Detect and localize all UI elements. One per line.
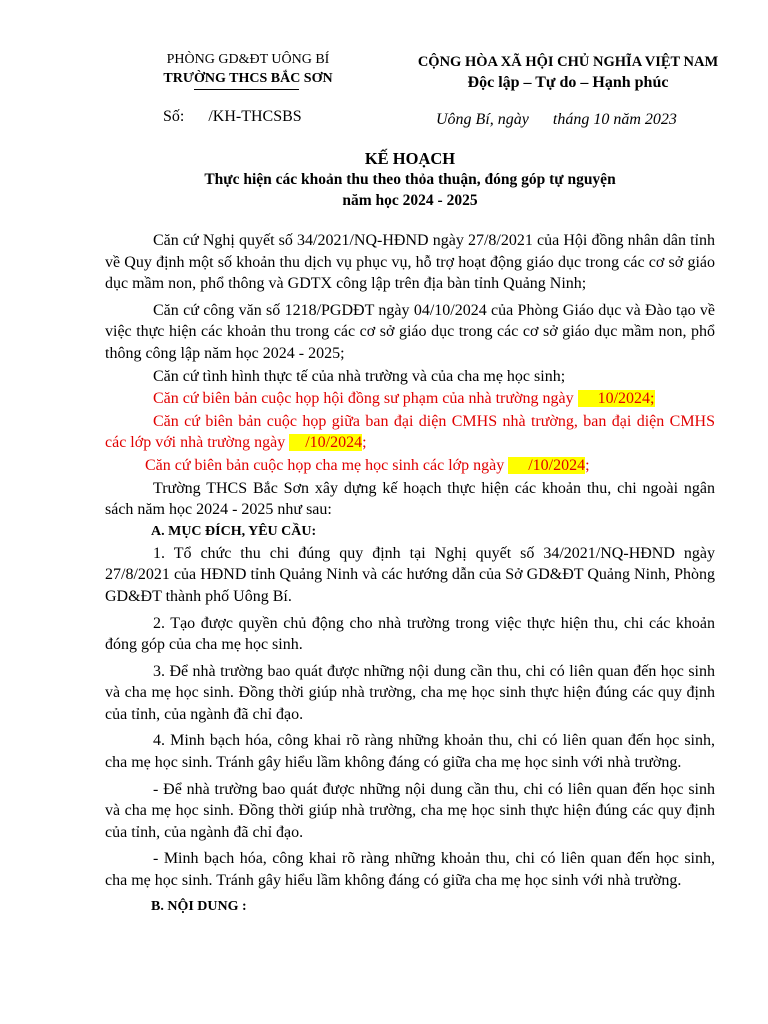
section-a-item: - Minh bạch hóa, công khai rõ ràng những khoản thu, chi có liên quan đến học sinh, cha mẹ học sinh. Tránh gây hiểu lầm không đáng có giữa cha mẹ học sinh với nhà trường. xyxy=(105,850,715,890)
basis-text: Căn cứ biên bản cuộc họp cha mẹ học sinh các lớp ngày xyxy=(145,456,509,474)
section-a-item: 2. Tạo được quyền chủ động cho nhà trường trong việc thực hiện thu, chi các khoản đóng góp của cha mẹ học sinh. xyxy=(105,614,715,654)
place-date: Uông Bí, ngày tháng 10 năm 2023 xyxy=(436,111,677,128)
basis-paragraph-official-letter: Căn cứ công văn số 1218/PGDĐT ngày 04/10/2024 của Phòng Giáo dục và Đào tạo về việc thực hiện các khoản thu trong các cơ sở giáo dục trong các cơ sở giáo dục mầm non, phổ thông công lập năm học 2024 - 2025; xyxy=(105,301,715,362)
section-a-heading: A. MỤC ĐÍCH, YÊU CẦU: xyxy=(151,523,317,539)
national-motto: Độc lập – Tự do – Hạnh phúc xyxy=(467,74,669,91)
school-name: TRƯỜNG THCS BẮC SƠN xyxy=(163,71,333,86)
highlighted-date: /10/2024 xyxy=(289,434,363,452)
basis-text: Căn cứ biên bản cuộc họp giữa ban đại diện CMHS nhà trường, ban đại diện CMHS các lớp với nhà trường ngày xyxy=(105,412,715,452)
issuing-authority xyxy=(128,50,368,88)
basis-paragraph-class-parents xyxy=(105,455,715,477)
basis-paragraph-situation: Căn cứ tình hình thực tế của nhà trường và của cha mẹ học sinh; xyxy=(153,367,566,385)
national-header xyxy=(388,52,748,94)
title-main: KẾ HOẠCH xyxy=(364,149,456,168)
basis-paragraph-resolution: Căn cứ Nghị quyết số 34/2021/NQ-HĐND ngày 27/8/2021 của Hội đồng nhân dân tỉnh về Quy định một số khoản thu dịch vụ phục vụ, hỗ trợ hoạt động giáo dục trong các cơ sở giáo dục mầm non, phổ thông và GDTX công lập trên địa bàn tỉnh Quảng Ninh; xyxy=(105,232,715,293)
section-a-item: 3. Để nhà trường bao quát được những nội dung cần thu, chi có liên quan đến học sinh và cha mẹ học sinh. Đồng thời giúp nhà trường, cha mẹ học sinh thực hiện đúng các quy định của tỉnh, của ngành đã chỉ đạo. xyxy=(105,662,715,723)
document-body xyxy=(105,230,715,918)
section-b-heading: B. NỘI DUNG : xyxy=(151,898,247,914)
title-school-year: năm học 2024 - 2025 xyxy=(342,192,478,209)
department-name: PHÒNG GD&ĐT UÔNG BÍ xyxy=(166,52,330,67)
basis-text-end: ; xyxy=(362,434,367,452)
highlighted-date: /10/2024 xyxy=(508,456,586,474)
basis-text-end: ; xyxy=(585,456,590,474)
school-underline xyxy=(194,89,299,90)
plan-intro-paragraph: Trường THCS Bắc Sơn xây dựng kế hoạch thực hiện các khoản thu, chi ngoài ngân sách năm học 2024 - 2025 như sau: xyxy=(105,479,715,519)
title-subtitle: Thực hiện các khoản thu theo thỏa thuận, đóng góp tự nguyện xyxy=(204,171,616,188)
section-a-item: 1. Tổ chức thu chi đúng quy định tại Nghị quyết số 34/2021/NQ-HĐND ngày 27/8/2021 của HĐND tỉnh Quảng Ninh và các hướng dẫn của Sở GD&ĐT Quảng Ninh, Phòng GD&ĐT thành phố Uông Bí. xyxy=(105,544,715,605)
document-number-value: /KH-THCSBS xyxy=(208,108,302,125)
section-a-item: - Để nhà trường bao quát được những nội dung cần thu, chi có liên quan đến học sinh và cha mẹ học sinh. Đồng thời giúp nhà trường, cha mẹ học sinh thực hiện đúng các quy định của tỉnh, của ngành đã chỉ đạo. xyxy=(105,780,715,841)
basis-text: Căn cứ biên bản cuộc họp hội đồng sư phạm của nhà trường ngày xyxy=(153,390,578,408)
basis-paragraph-parent-board xyxy=(105,411,715,454)
highlighted-date: 10/2024; xyxy=(577,390,655,408)
basis-paragraph-teacher-council xyxy=(105,388,715,410)
document-number-label: Số: xyxy=(163,108,185,125)
section-a-item: 4. Minh bạch hóa, công khai rõ ràng những khoản thu, chi có liên quan đến học sinh, cha mẹ học sinh. Tránh gây hiểu lầm không đáng có giữa cha mẹ học sinh với nhà trường. xyxy=(105,732,715,772)
nation-title: CỘNG HÒA XÃ HỘI CHỦ NGHĨA VIỆT NAM xyxy=(417,54,719,70)
document-title xyxy=(110,148,710,211)
document-number xyxy=(163,108,302,126)
